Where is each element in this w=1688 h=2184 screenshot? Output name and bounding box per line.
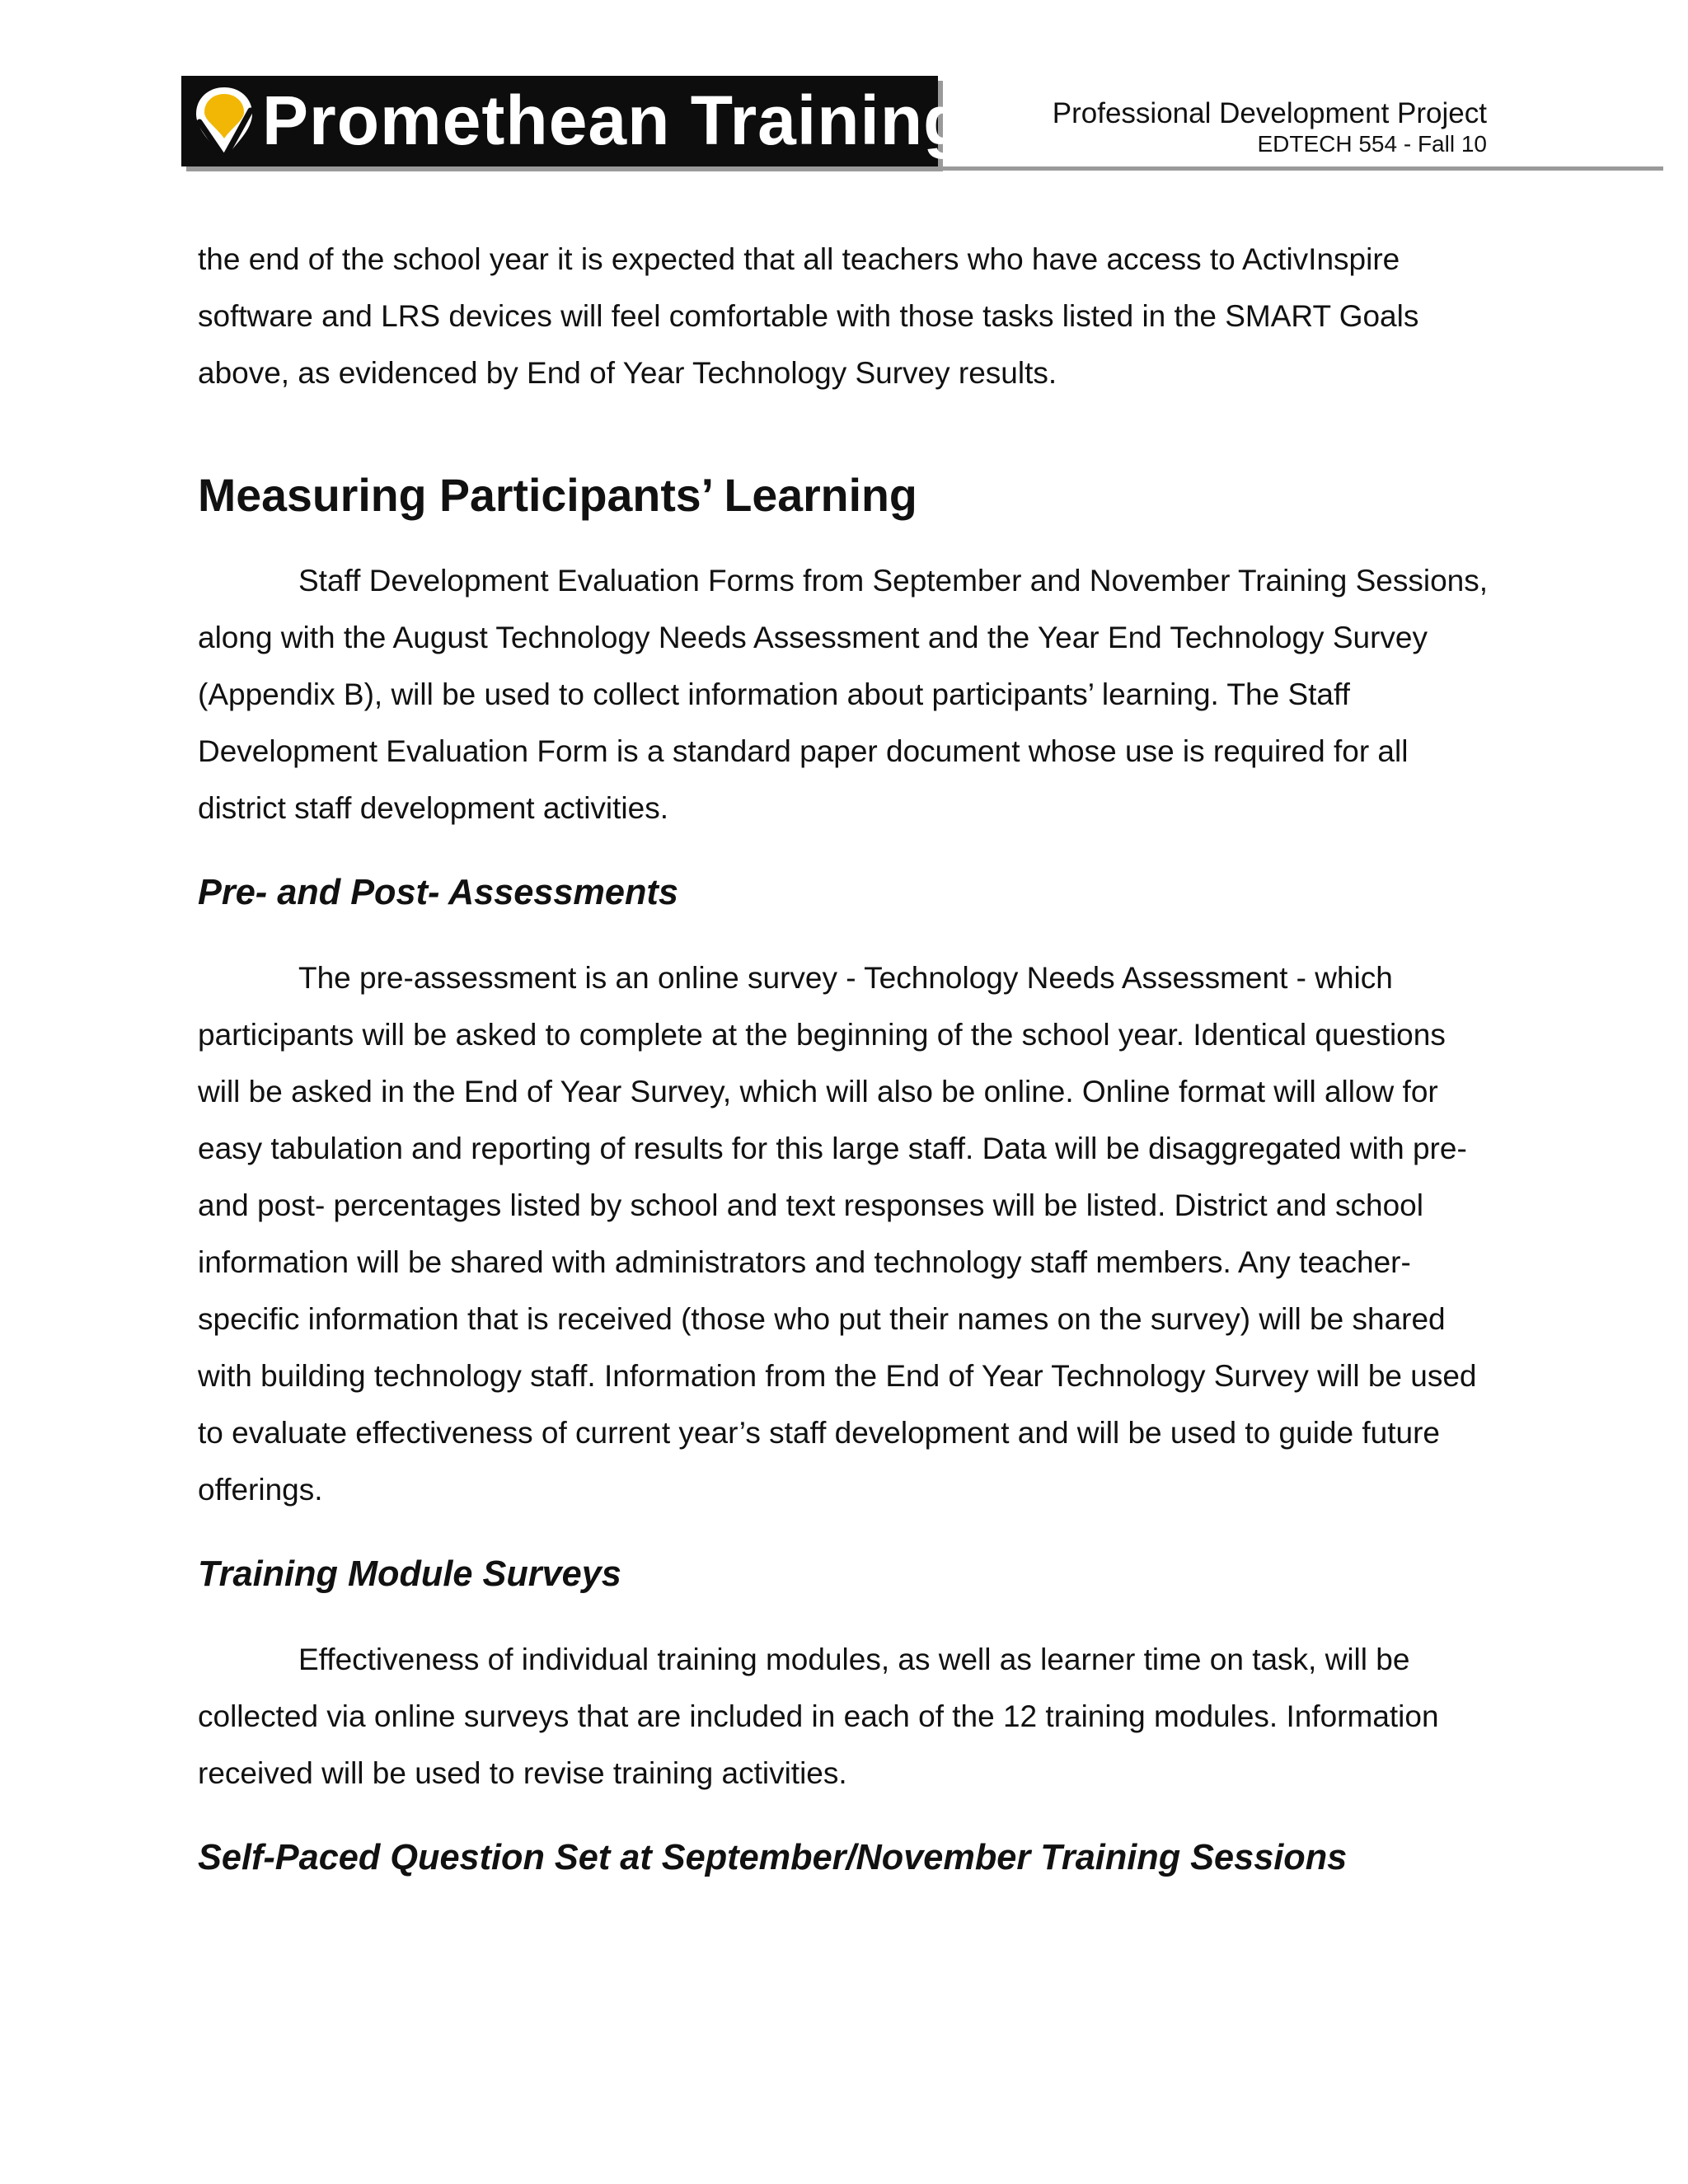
header-rule — [938, 166, 1663, 171]
logo-text: Promethean Training — [262, 82, 967, 159]
subsection-title-pre-post: Pre- and Post- Assessments — [198, 873, 678, 912]
header-project-info — [1053, 97, 1487, 158]
subsection-paragraph-pre-post: The pre-assessment is an online survey - Technology Needs Assessment - which participants will be asked to complete at the beginning of the school year. Identical questions will be asked in the End of Year Survey, which will also be online. Online format will allow for easy tabulation and reporting of results for this large staff. Data will be disaggregated with pre- and post- percentages listed by school and text responses will be listed. District and school information will be shared with administrators and technology staff members. Any teacher-specific information that is received (those who put their names on the survey) will be shared with building technology staff. Information from the End of Year Technology Survey will be used to evaluate effectiveness of current year’s staff development and will be used to guide future offerings. — [198, 961, 1477, 1507]
page-header — [181, 76, 1487, 175]
document-body — [198, 231, 1492, 1886]
subsection-title-module-surveys: Training Module Surveys — [198, 1554, 621, 1594]
section-heading: Measuring Participants’ Learning — [198, 470, 917, 521]
map-pin-check-icon — [193, 86, 256, 162]
logo-banner — [181, 76, 967, 166]
course-label: EDTECH 554 - Fall 10 — [1257, 131, 1487, 157]
subsection-title-question-set: Self-Paced Question Set at September/November Training Sessions — [198, 1838, 1348, 1877]
subsection-paragraph-module-surveys: Effectiveness of individual training modules, as well as learner time on task, will be collected via online surveys that are included in each of the 12 training modules. Information received will be used to revise training activities. — [198, 1643, 1439, 1790]
section-paragraph: Staff Development Evaluation Forms from September and November Training Sessions, along with the August Technology Needs Assessment and the Year End Technology Survey (Appendix B), will be used to collect information about participants’ learning. The Staff Development Evaluation Form is a standard paper document whose use is required for all district staff development activities. — [198, 564, 1488, 825]
project-title: Professional Development Project — [1052, 97, 1487, 129]
intro-paragraph: the end of the school year it is expected that all teachers who have access to ActivInspire software and LRS devices will feel comfortable with those tasks listed in the SMART Goals above, as evidenced by End of Year Technology Survey results. — [198, 242, 1419, 390]
